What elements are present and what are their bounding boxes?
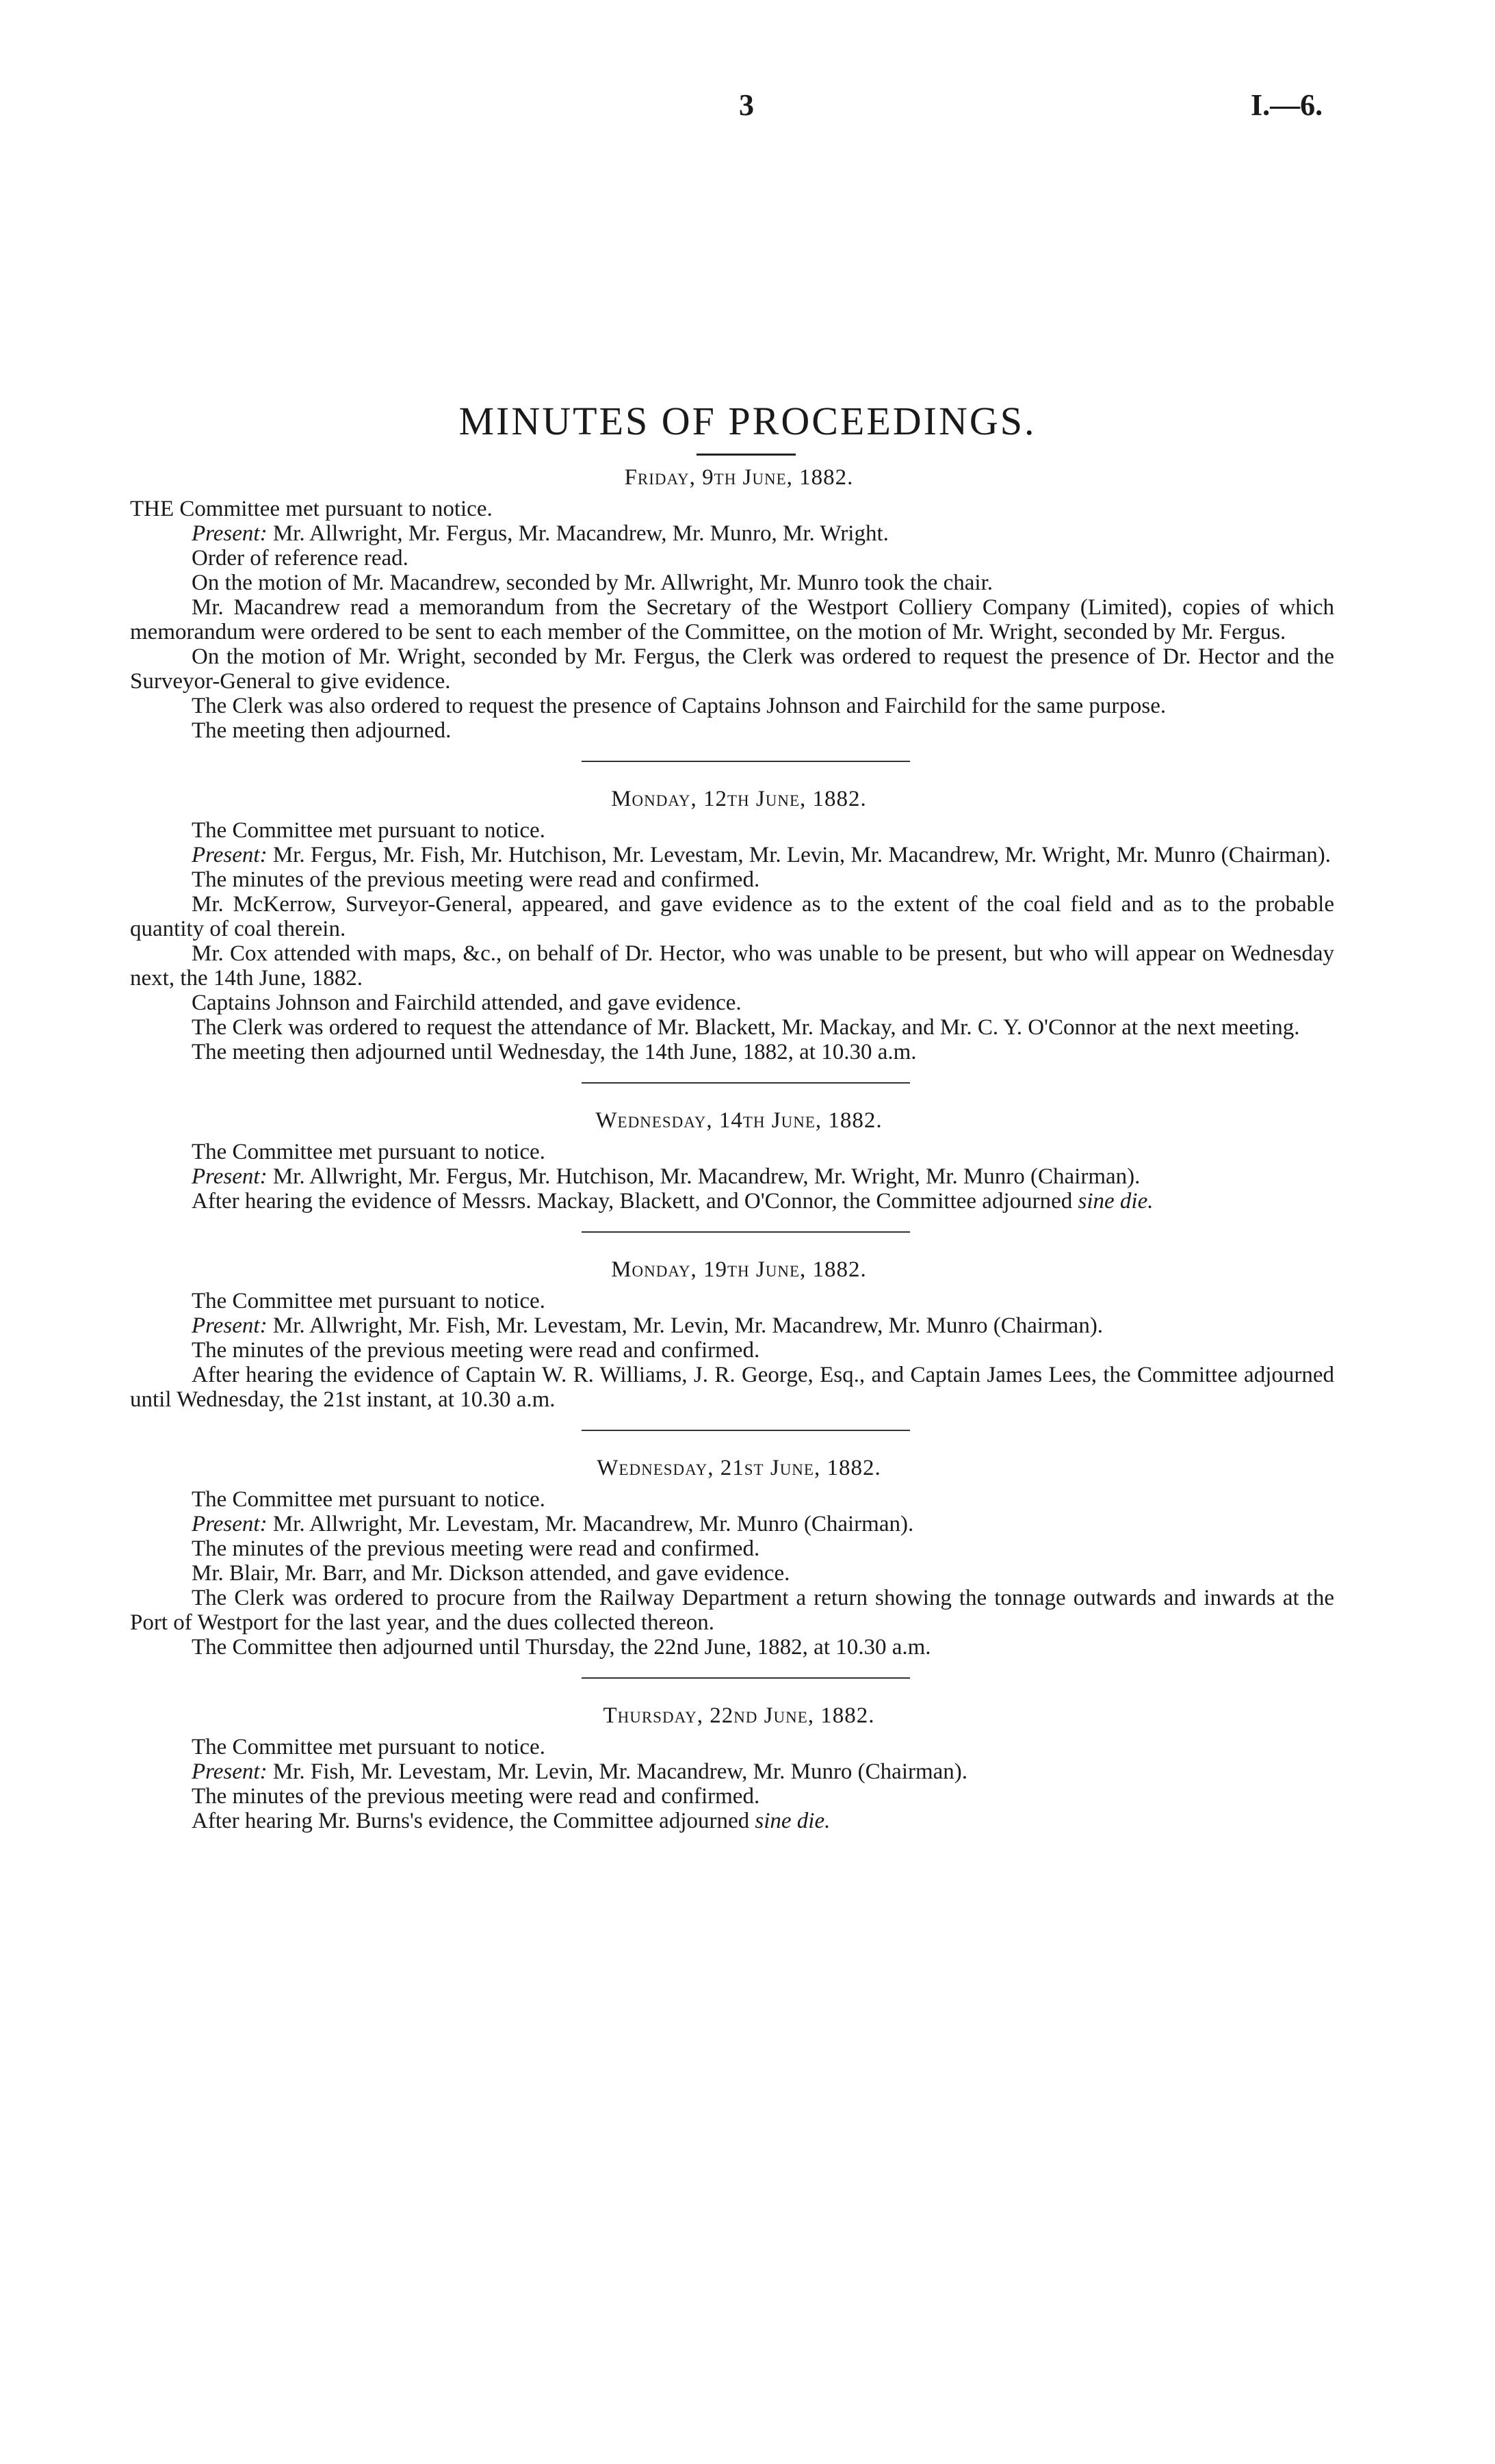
- minute-paragraph: Mr. Blair, Mr. Barr, and Mr. Dickson attended, and gave evidence.: [192, 1561, 790, 1586]
- meeting-entry: [130, 787, 1334, 1064]
- minute-paragraph: Mr. Macandrew read a memorandum from the Secretary of the Westport Colliery Company (Limited), copies of which memorandum were ordered to be sent to each member of the Committee, on the motion of Mr. Wright, seconded by Mr. Fergus.: [130, 595, 1334, 644]
- minute-paragraph: After hearing the evidence of Messrs. Mackay, Blackett, and O'Connor, the Committee adjourned sine die.: [192, 1189, 1154, 1214]
- minute-paragraph: Present: Mr. Fish, Mr. Levestam, Mr. Levin, Mr. Macandrew, Mr. Munro (Chairman).: [192, 1759, 968, 1784]
- minutes-body: [130, 465, 1334, 1833]
- minute-paragraph: The Clerk was also ordered to request the presence of Captains Johnson and Fairchild for the same purpose.: [192, 694, 1167, 718]
- minute-paragraph: The meeting then adjourned until Wednesday, the 14th June, 1882, at 10.30 a.m.: [192, 1040, 917, 1064]
- section-divider: [582, 1231, 910, 1233]
- title-underline: [697, 454, 796, 456]
- minute-paragraph: The Committee met pursuant to notice.: [192, 1140, 545, 1164]
- minute-paragraph: The Committee met pursuant to notice.: [192, 818, 545, 843]
- meeting-entry: [130, 1257, 1334, 1412]
- minute-paragraph: The Committee met pursuant to notice.: [192, 1487, 545, 1512]
- minute-paragraph: The minutes of the previous meeting were read and confirmed.: [192, 1784, 760, 1809]
- minute-paragraph: On the motion of Mr. Wright, seconded by Mr. Fergus, the Clerk was ordered to request the presence of Dr. Hector and the Surveyor-General to give evidence.: [130, 644, 1334, 694]
- meeting-date: Thursday, 22nd June, 1882.: [603, 1703, 875, 1728]
- meeting-entry: [130, 1703, 1334, 1833]
- meeting-entry: [130, 465, 1334, 743]
- meeting-date: Monday, 12th June, 1882.: [611, 787, 867, 811]
- meeting-date: Wednesday, 14th June, 1882.: [595, 1108, 883, 1133]
- minute-paragraph: The minutes of the previous meeting were read and confirmed.: [192, 1536, 760, 1561]
- section-divider: [582, 1082, 910, 1084]
- section-divider: [582, 1677, 910, 1679]
- page-number: 3: [739, 88, 754, 122]
- minute-paragraph: On the motion of Mr. Macandrew, seconded by Mr. Allwright, Mr. Munro took the chair.: [192, 571, 993, 595]
- meeting-date: Monday, 19th June, 1882.: [611, 1257, 867, 1282]
- minute-paragraph: Captains Johnson and Fairchild attended, and gave evidence.: [192, 991, 742, 1015]
- minute-paragraph: THE Committee met pursuant to notice.: [130, 497, 493, 521]
- minute-paragraph: The Committee met pursuant to notice.: [192, 1735, 545, 1759]
- section-divider: [582, 761, 910, 762]
- meeting-entry: [130, 1108, 1334, 1214]
- document-reference: I.—6.: [1251, 88, 1323, 122]
- minute-paragraph: Present: Mr. Allwright, Mr. Fergus, Mr. Macandrew, Mr. Munro, Mr. Wright.: [192, 521, 889, 546]
- minute-paragraph: The meeting then adjourned.: [192, 718, 452, 743]
- minute-paragraph: The Committee then adjourned until Thursday, the 22nd June, 1882, at 10.30 a.m.: [192, 1635, 931, 1660]
- minute-paragraph: The Clerk was ordered to request the attendance of Mr. Blackett, Mr. Mackay, and Mr. C. Y. O'Connor at the next meeting.: [192, 1015, 1300, 1040]
- page-title: MINUTES OF PROCEEDINGS.: [458, 399, 1037, 443]
- minute-paragraph: After hearing Mr. Burns's evidence, the Committee adjourned sine die.: [192, 1809, 831, 1833]
- minute-paragraph: The Clerk was ordered to procure from the Railway Department a return showing the tonnage outwards and inwards at the Port of Westport for the last year, and the dues collected thereon.: [130, 1586, 1334, 1635]
- minute-paragraph: The minutes of the previous meeting were read and confirmed.: [192, 867, 760, 892]
- minute-paragraph: Mr. Cox attended with maps, &c., on behalf of Dr. Hector, who was unable to be present, but who will appear on Wednesday next, the 14th June, 1882.: [130, 941, 1334, 991]
- minute-paragraph: Present: Mr. Allwright, Mr. Fergus, Mr. Hutchison, Mr. Macandrew, Mr. Wright, Mr. Munro (Chairman).: [192, 1164, 1141, 1189]
- minute-paragraph: The minutes of the previous meeting were read and confirmed.: [192, 1338, 760, 1363]
- minute-paragraph: Present: Mr. Fergus, Mr. Fish, Mr. Hutchison, Mr. Levestam, Mr. Levin, Mr. Macandrew, Mr. Wright, Mr. Munro (Chairman).: [192, 843, 1331, 867]
- minute-paragraph: Present: Mr. Allwright, Mr. Fish, Mr. Levestam, Mr. Levin, Mr. Macandrew, Mr. Munro (Chairman).: [192, 1313, 1104, 1338]
- section-divider: [582, 1430, 910, 1431]
- minute-paragraph: Order of reference read.: [192, 546, 408, 571]
- meeting-date: Friday, 9th June, 1882.: [624, 465, 854, 490]
- minute-paragraph: Present: Mr. Allwright, Mr. Levestam, Mr. Macandrew, Mr. Munro (Chairman).: [192, 1512, 914, 1536]
- minute-paragraph: After hearing the evidence of Captain W. R. Williams, J. R. George, Esq., and Captain James Lees, the Committee adjourned until Wednesday, the 21st instant, at 10.30 a.m.: [130, 1363, 1334, 1412]
- meeting-date: Wednesday, 21st June, 1882.: [597, 1456, 881, 1480]
- meeting-entry: [130, 1456, 1334, 1660]
- minute-paragraph: The Committee met pursuant to notice.: [192, 1289, 545, 1313]
- minute-paragraph: Mr. McKerrow, Surveyor-General, appeared, and gave evidence as to the extent of the coal field and as to the probable quantity of coal therein.: [130, 892, 1334, 941]
